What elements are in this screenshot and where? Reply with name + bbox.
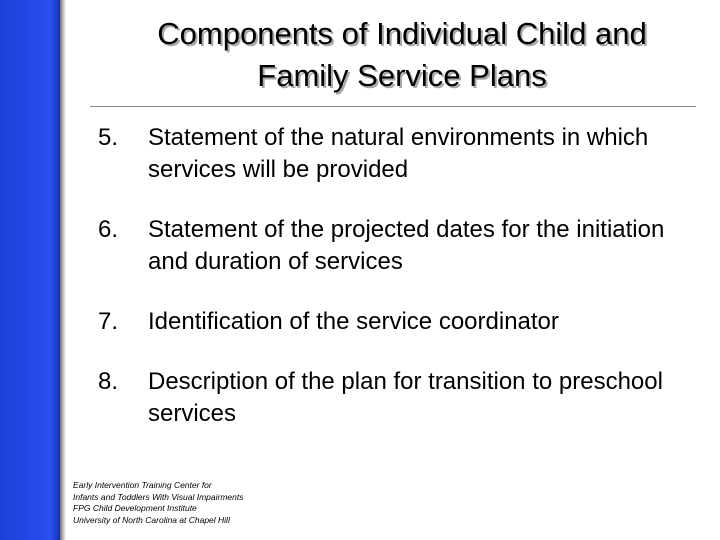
slide-title-line-1: Components of Individual Child and: [157, 16, 647, 51]
footer-line: Infants and Toddlers With Visual Impairments: [73, 491, 244, 502]
footer-credits: [73, 480, 373, 526]
title-divider: [90, 106, 696, 107]
footer-line: FPG Child Development Institute: [73, 503, 197, 513]
list-item-number: 5.: [98, 124, 119, 151]
list-item-text: Description of the plan for transition to preschool services: [148, 368, 663, 427]
footer-line: Early Intervention Training Center for: [73, 480, 212, 490]
component-list: [98, 122, 698, 458]
side-accent-bar: [0, 0, 60, 540]
list-item: [98, 306, 698, 338]
list-item-text: Statement of the projected dates for the initiation and duration of services: [148, 216, 665, 275]
list-item: [98, 214, 698, 278]
slide-title: [62, 13, 720, 97]
slide-title-line-2: Family Service Plans: [257, 58, 547, 93]
list-item-number: 8.: [98, 368, 119, 395]
list-item-number: 7.: [98, 308, 119, 335]
list-item-text: Identification of the service coordinator: [148, 308, 559, 335]
list-item: [98, 366, 698, 430]
list-item: [98, 122, 698, 186]
list-item-text: Statement of the natural environments in which services will be provided: [148, 124, 649, 183]
list-item-number: 6.: [98, 216, 119, 243]
footer-line: University of North Carolina at Chapel Hill: [73, 514, 230, 525]
